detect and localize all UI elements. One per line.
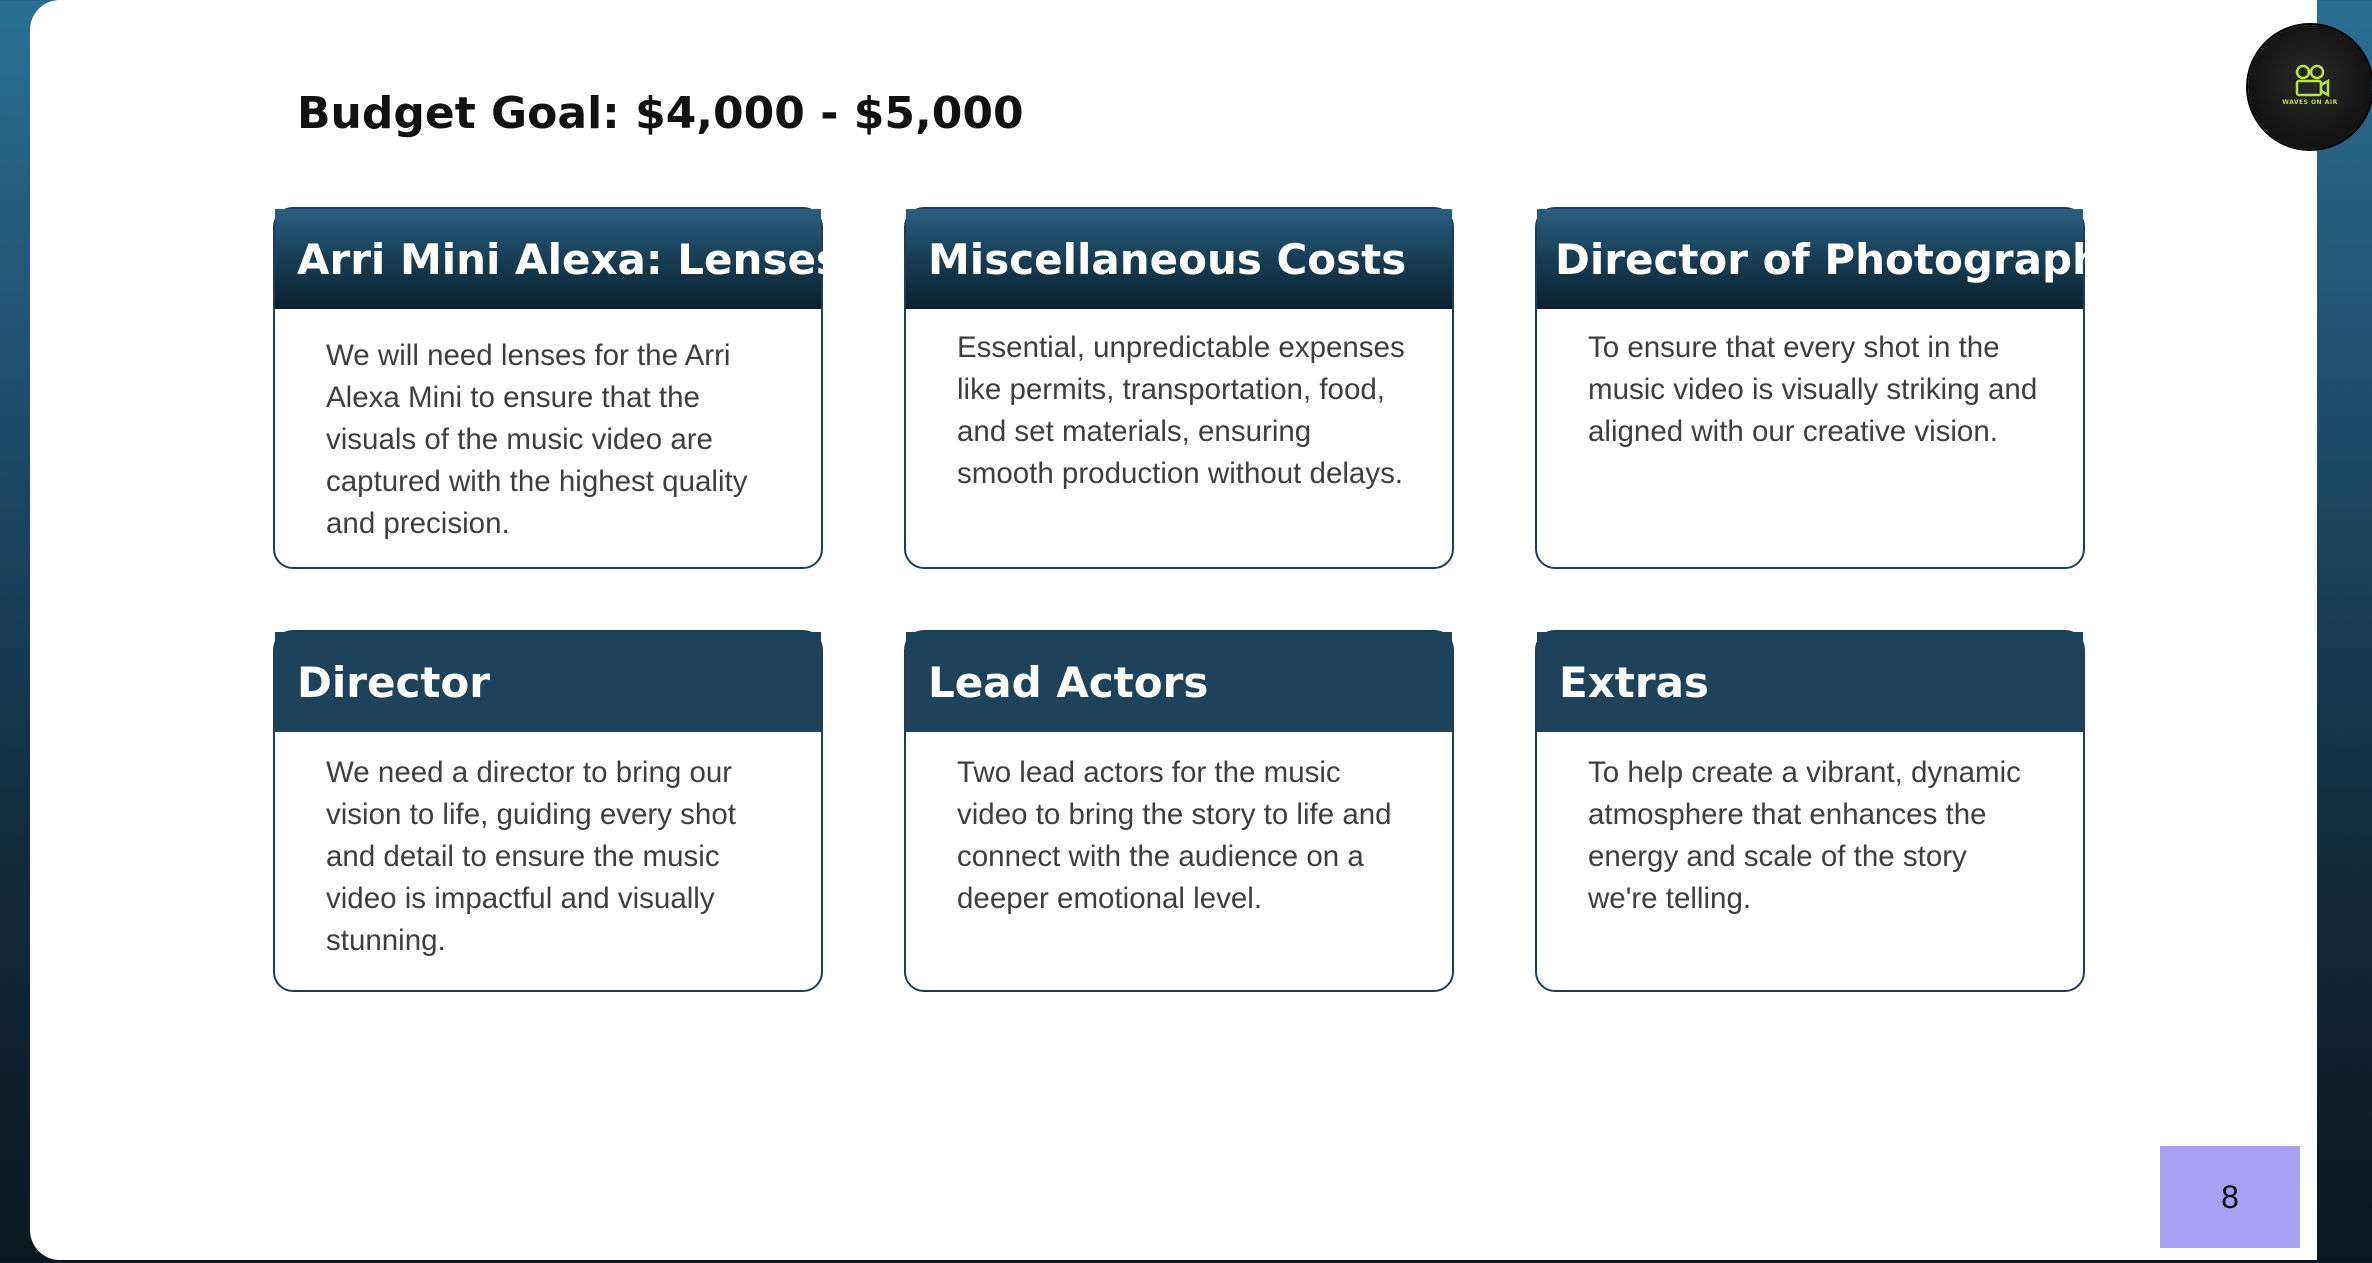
card-title: Extras (1537, 632, 2083, 732)
card-title: Miscellaneous Costs (906, 209, 1452, 309)
camera-icon (2248, 25, 2372, 149)
slide-canvas (30, 0, 2338, 1260)
logo-text: WAVES ON AIR (2282, 99, 2338, 106)
card-title: Director of Photography (1537, 209, 2083, 309)
card-description: We need a director to bring our vision to life, guiding every shot and detail to ensure the music video is impactful and visually stunning. (326, 756, 736, 957)
page-number-badge: 8 (2160, 1146, 2300, 1248)
card-title: Director (275, 632, 821, 732)
card-director-of-photography (1535, 207, 2130, 569)
card-director (273, 630, 823, 992)
card-lead-actors (904, 630, 1454, 992)
company-logo (2248, 25, 2372, 149)
card-title: Lead Actors (906, 632, 1452, 732)
card-description: Essential, unpredictable expenses like permits, transportation, food, and set materials, ensuring smooth production without delays. (957, 331, 1405, 490)
card-description: We will need lenses for the Arri Alexa Mini to ensure that the visuals of the music video are captured with the highest quality and precision. (326, 339, 748, 540)
card-description: To ensure that every shot in the music video is visually striking and aligned with our creative vision. (1588, 331, 2038, 448)
card-miscellaneous-costs (904, 207, 1454, 569)
page-title: Budget Goal: $4,000 - $5,000 (297, 88, 1024, 139)
card-arri-lenses (273, 207, 841, 569)
card-title: Arri Mini Alexa: Lenses (275, 209, 821, 309)
card-extras (1535, 630, 2085, 992)
card-description: Two lead actors for the music video to bring the story to life and connect with the audience on a deeper emotional level. (957, 756, 1392, 915)
card-description: To help create a vibrant, dynamic atmosphere that enhances the energy and scale of the story we're telling. (1588, 756, 2021, 915)
